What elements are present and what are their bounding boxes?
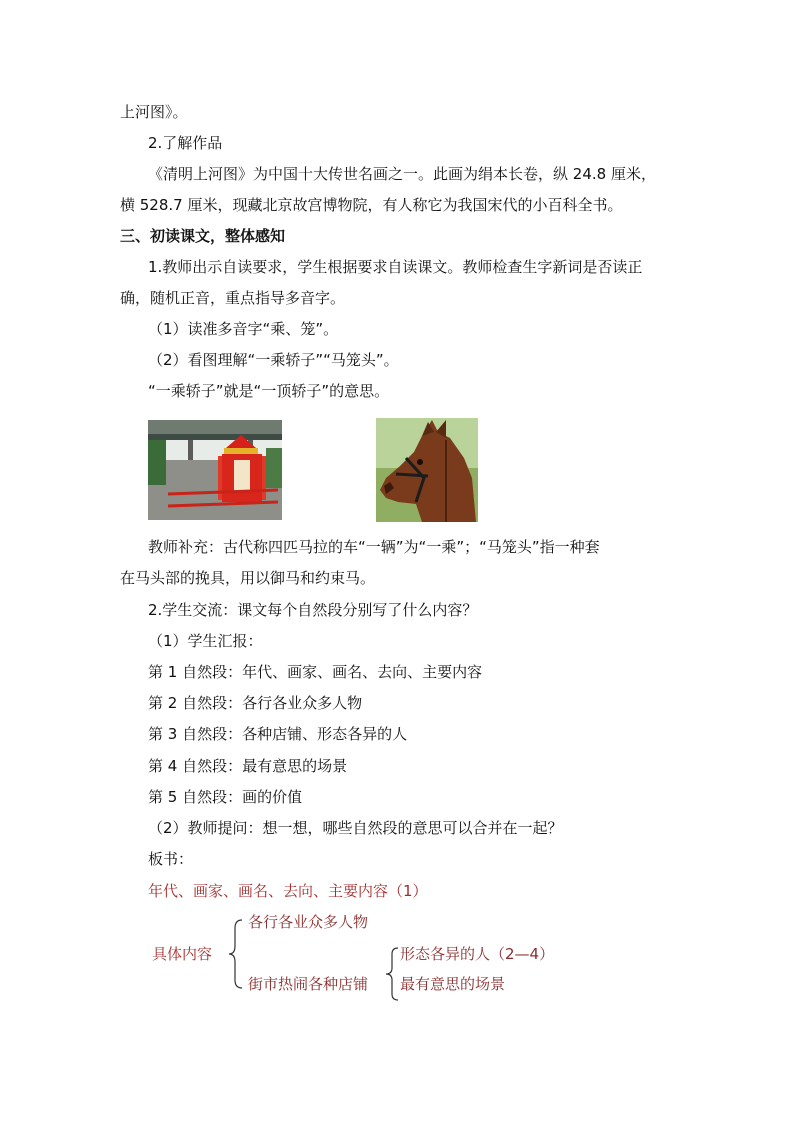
- text-line: 在马头部的挽具，用以御马和约束马。: [120, 569, 376, 587]
- text-line: 教师补充：古代称四匹马拉的车“一辆”为“一乘”；“马笼头”指一种套: [148, 538, 600, 556]
- board-street: 街市热闹各种店铺: [248, 975, 369, 993]
- text-line: 第 1 自然段：年代、画家、画名、去向、主要内容: [148, 663, 483, 681]
- text-line: （2）教师提问：想一想，哪些自然段的意思可以合并在一起？: [148, 819, 563, 837]
- section-heading: 2.了解作品: [148, 134, 223, 152]
- text-line: 横 528.7 厘米，现藏北京故宫博物院，有人称它为我国宋代的小百科全书。: [120, 196, 623, 214]
- text-line: （2）看图理解“一乘轿子”“马笼头”。: [148, 351, 399, 369]
- text-line: 板书：: [148, 850, 194, 868]
- board-people: 各行各业众多人物: [248, 913, 369, 931]
- brace-right: [382, 944, 402, 1004]
- text-line: 第 2 自然段：各行各业众多人物: [148, 694, 363, 712]
- text-line: 上河图》。: [120, 103, 188, 121]
- sedan-chair-image: [148, 420, 282, 520]
- text-line: 第 4 自然段：最有意思的场景: [148, 757, 348, 775]
- text-line: 《清明上河图》为中国十大传世名画之一。此画为绢本长卷，纵 24.8 厘米，: [148, 165, 656, 183]
- board-detail-label: 具体内容: [152, 945, 213, 963]
- horse-head-image: [376, 418, 478, 522]
- text-line: “一乘轿子”就是“一顶轿子”的意思。: [148, 382, 390, 400]
- text-line: 第 5 自然段：画的价值: [148, 788, 303, 806]
- text-line: 确，随机正音，重点指导多音字。: [120, 289, 346, 307]
- text-line: （1）学生汇报：: [148, 632, 263, 650]
- text-line: 第 3 自然段：各种店铺、形态各异的人: [148, 725, 408, 743]
- brace-left: [226, 914, 246, 994]
- text-line: 2.学生交流：课文每个自然段分别写了什么内容？: [148, 601, 478, 619]
- text-line: （1）读准多音字“乘、笼”。: [148, 320, 339, 338]
- board-scene: 最有意思的场景: [400, 975, 506, 993]
- board-varied-people: 形态各异的人（2—4）: [400, 945, 555, 963]
- board-line-1: 年代、画家、画名、去向、主要内容（1）: [148, 882, 428, 900]
- text-line: 1.教师出示自读要求，学生根据要求自读课文。教师检查生字新词是否读正: [148, 258, 643, 276]
- section-heading: 三、初读课文，整体感知: [120, 227, 286, 245]
